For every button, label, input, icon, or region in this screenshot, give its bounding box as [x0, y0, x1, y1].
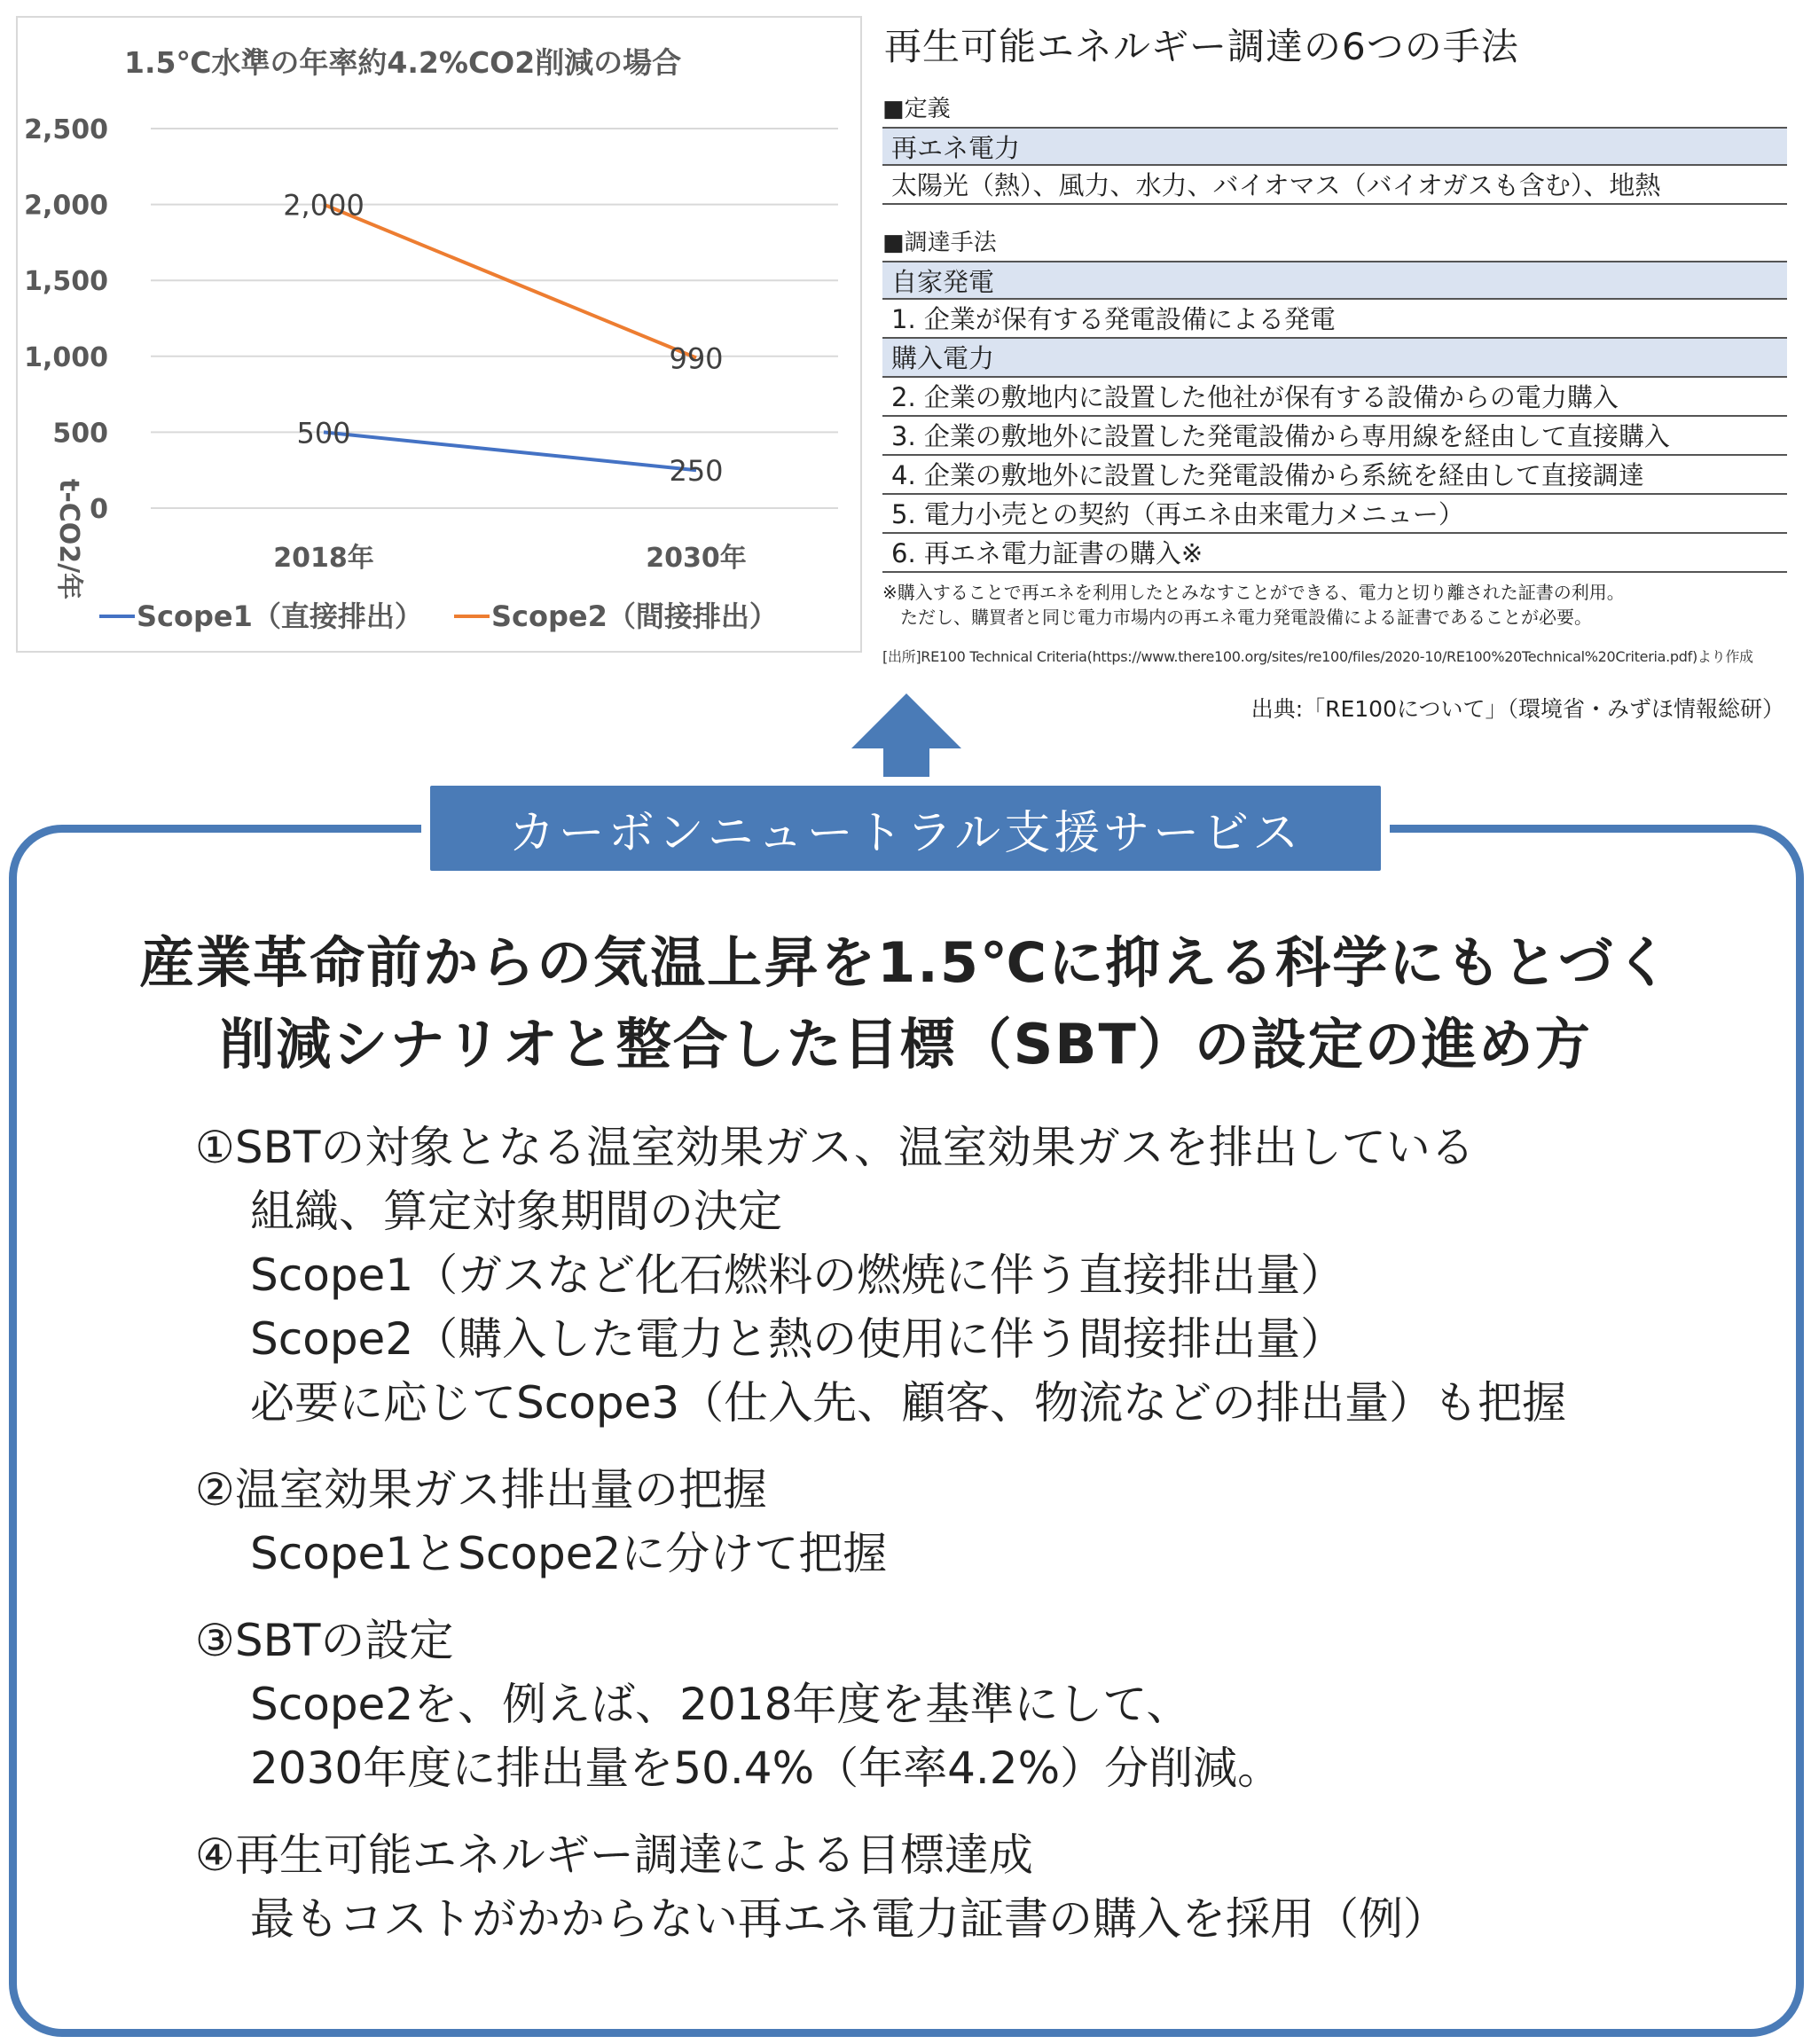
x-tick-label: 2018年 — [273, 543, 374, 574]
footnote-line-2: ただし、購買者と同じ電力市場内の再エネ電力発電設備による証書であることが必要。 — [882, 607, 1592, 628]
step-4-title: ④再生可能エネルギー調達による目標達成 — [195, 1829, 1033, 1881]
step-1-title: ①SBTの対象となる温室効果ガス、温室効果ガスを排出している — [195, 1122, 1475, 1173]
method-label: ■調達手法 — [882, 230, 997, 256]
renewable-procurement-table — [882, 18, 1787, 666]
step-3-line-2: 2030年度に排出量を50.4%（年率4.2%）分削減。 — [250, 1742, 1282, 1794]
footnote-line-1: ※購入することで再エネを利用したとみなすことができる、電力と切り離された証書の利用。 — [882, 582, 1625, 603]
definition-text: 太陽光（熱）、風力、水力、バイオマス（バイオガスも含む）、地熱 — [882, 166, 1787, 205]
step-3-title: ③SBTの設定 — [195, 1615, 454, 1666]
y-tick-label: 1,000 — [24, 341, 108, 373]
step-4 — [195, 1823, 1774, 1951]
step-2-title: ②温室効果ガス排出量の把握 — [195, 1464, 767, 1515]
main-heading — [18, 922, 1793, 1085]
definition-label: ■定義 — [882, 96, 951, 122]
definition-section — [882, 90, 1787, 205]
data-label: 2,000 — [283, 188, 365, 223]
data-label: 500 — [296, 416, 351, 450]
method-item-5: 5. 電力小売との契約（再エネ由来電力メニュー） — [882, 495, 1787, 534]
source-citation: [出所]RE100 Technical Criteria(https://www.there100.org/sites/re100/files/2020-10/RE100%20Technical%20Criteria.pdf)より作成 — [882, 648, 1753, 665]
main-heading-line-1: 産業革命前からの気温上昇を1.5℃に抑える科学にもとづく — [139, 930, 1672, 995]
x-tick-label: 2030年 — [646, 543, 747, 574]
data-label: 990 — [669, 341, 724, 376]
chart-title: 1.5℃水準の年率約4.2%CO2削減の場合 — [124, 45, 682, 80]
step-1-line-1: 組織、算定対象期間の決定 — [250, 1186, 782, 1237]
series-line-1 — [324, 432, 696, 470]
step-3 — [195, 1609, 1774, 1800]
service-tab-label: カーボンニュートラル支援サービス — [421, 777, 1390, 880]
step-1-line-4: 必要に応じてScope3（仕入先、顧客、物流などの排出量）も把握 — [250, 1377, 1567, 1429]
steps-list — [195, 1116, 1774, 1974]
method-item-2: 2. 企業の敷地内に設置した他社が保有する設備からの電力購入 — [882, 378, 1787, 417]
purchase-head: 購入電力 — [882, 339, 1787, 378]
step-4-line-1: 最もコストがかからない再エネ電力証書の購入を採用（例） — [250, 1893, 1447, 1945]
step-1-line-2: Scope1（ガスなど化石燃料の燃焼に伴う直接排出量） — [250, 1249, 1345, 1301]
y-tick-label: 0 — [90, 494, 108, 525]
legend-entry: Scope1（直接排出） — [137, 599, 423, 633]
y-tick-label: 500 — [52, 418, 108, 450]
method-item-6: 6. 再エネ電力証書の購入※ — [882, 534, 1787, 573]
step-3-line-1: Scope2を、例えば、2018年度を基準にして、 — [250, 1679, 1191, 1730]
y-tick-label: 1,500 — [24, 266, 108, 298]
y-tick-label: 2,000 — [24, 190, 108, 222]
data-label: 250 — [669, 454, 724, 489]
emissions-chart-panel — [16, 16, 862, 653]
table-title: 再生可能エネルギー調達の6つの手法 — [884, 25, 1519, 68]
step-2 — [195, 1458, 1774, 1586]
step-2-line-1: Scope1とScope2に分けて把握 — [250, 1528, 888, 1579]
method-item-4: 4. 企業の敷地外に設置した発電設備から系統を経由して直接調達 — [882, 456, 1787, 495]
step-1-line-3: Scope2（購入した電力と熱の使用に伴う間接排出量） — [250, 1313, 1345, 1365]
definition-head: 再エネ電力 — [882, 127, 1787, 166]
method-section — [882, 224, 1787, 573]
legend-entry: Scope2（間接排出） — [491, 599, 778, 633]
self-generation-head: 自家発電 — [882, 261, 1787, 300]
y-tick-label: 2,500 — [24, 114, 108, 145]
step-1 — [195, 1116, 1774, 1435]
source-credit: 出典:「RE100について」（環境省・みずほ情報総研） — [1250, 696, 1784, 722]
y-axis-label: t-CO2/年 — [53, 479, 84, 600]
method-item-1: 1. 企業が保有する発電設備による発電 — [882, 300, 1787, 339]
method-item-3: 3. 企業の敷地外に設置した発電設備から専用線を経由して直接購入 — [882, 417, 1787, 456]
footnote — [882, 580, 1787, 630]
main-heading-line-2: 削減シナリオと整合した目標（SBT）の設定の進め方 — [219, 1012, 1592, 1077]
emissions-line-chart — [18, 18, 864, 654]
